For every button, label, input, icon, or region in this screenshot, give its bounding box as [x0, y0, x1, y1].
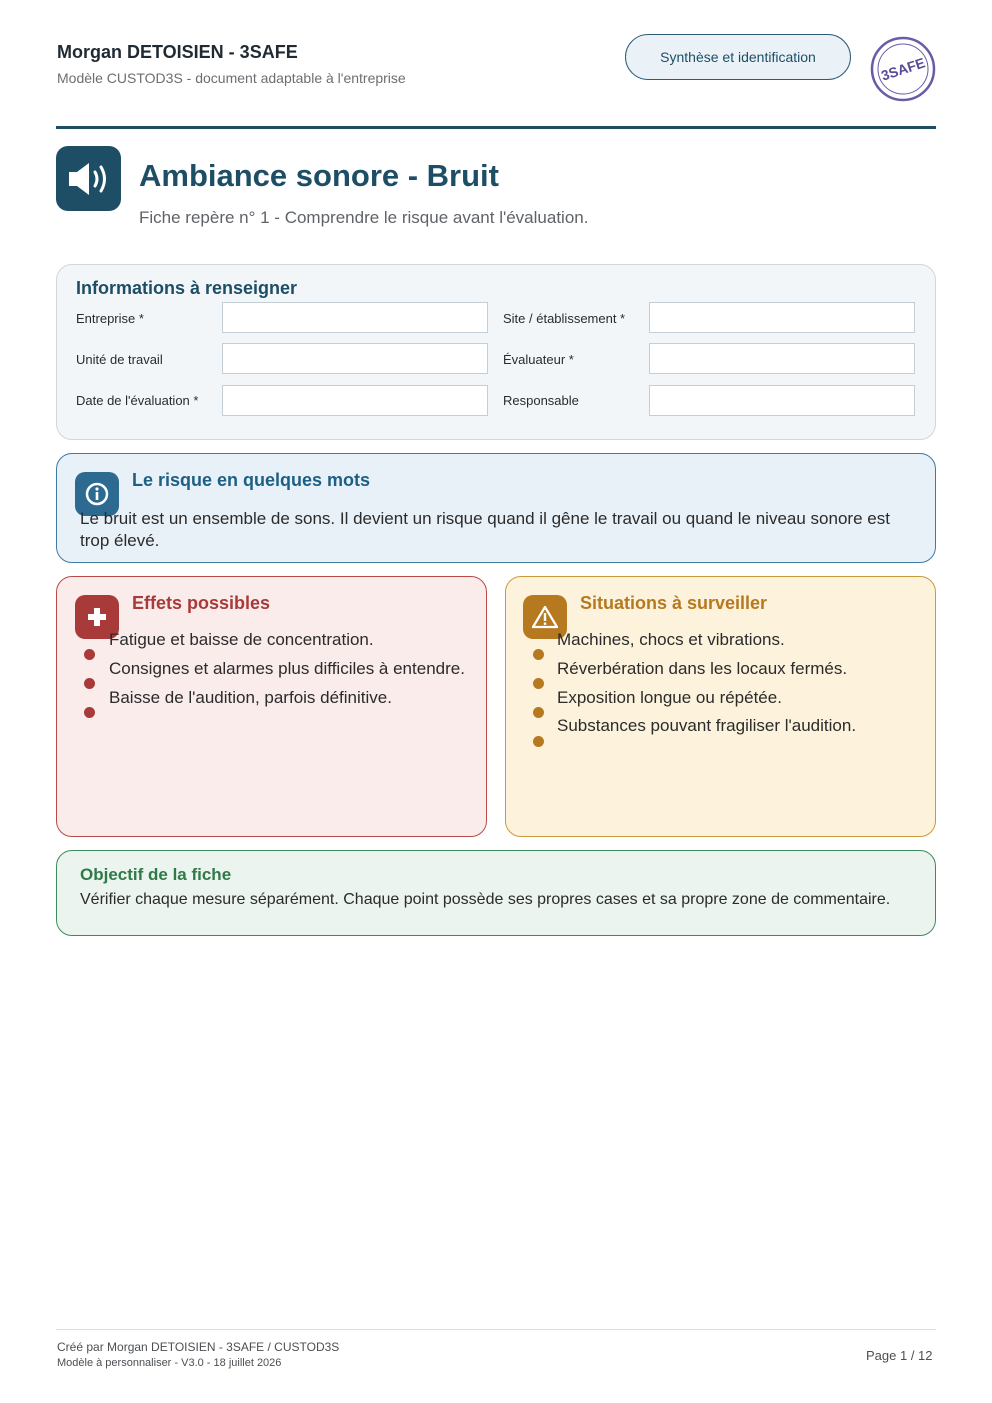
info-form-title: Informations à renseigner — [76, 278, 298, 298]
company-input[interactable] — [222, 302, 488, 333]
page-title: Ambiance sonore - Bruit — [139, 158, 499, 193]
bullet-dot — [533, 649, 544, 660]
risk-text: Le bruit est un ensemble de sons. Il devient un risque quand il gêne le travail ou quand le niveau sonore est trop élevé. — [80, 509, 890, 550]
evaluation-date-label: Date de l'évaluation * — [76, 393, 199, 408]
header-divider — [56, 126, 936, 129]
company-stamp-logo — [869, 35, 937, 103]
author-name: Morgan DETOISIEN - 3SAFE — [57, 42, 298, 62]
bullet-dot — [533, 736, 544, 747]
situations-title: Situations à surveiller — [580, 593, 768, 613]
page-subtitle: Fiche repère n° 1 - Comprendre le risque avant l'évaluation. — [139, 208, 589, 227]
evaluator-label: Évaluateur * — [503, 352, 574, 367]
company-label: Entreprise * — [76, 311, 144, 326]
synthesis-tab-button[interactable]: Synthèse et identification — [625, 34, 851, 80]
bullet-dot — [84, 649, 95, 660]
speaker-icon — [56, 146, 121, 211]
bullet-dot — [84, 707, 95, 718]
objective-title: Objectif de la fiche — [80, 865, 232, 884]
bullet-dot — [533, 678, 544, 689]
effects-title: Effets possibles — [132, 593, 271, 613]
bullet-dot — [533, 707, 544, 718]
situations-list-item: Machines, chocs et vibrations. — [557, 630, 785, 649]
site-input[interactable] — [649, 302, 915, 333]
work-unit-label: Unité de travail — [76, 352, 163, 367]
effects-list-item: Baisse de l'audition, parfois définitive. — [109, 688, 392, 707]
work-unit-input[interactable] — [222, 343, 488, 374]
situations-list-item: Exposition longue ou répétée. — [557, 688, 782, 707]
model-description: Modèle CUSTOD3S - document adaptable à l'entreprise — [57, 70, 406, 86]
site-label: Site / établissement * — [503, 311, 626, 326]
footer-created-by: Créé par Morgan DETOISIEN - 3SAFE / CUSTOD3S — [57, 1340, 340, 1354]
situations-list-item: Réverbération dans les locaux fermés. — [557, 659, 848, 678]
footer-version: Modèle à personnaliser - V3.0 - 18 juillet 2026 — [57, 1357, 282, 1369]
objective-text: Vérifier chaque mesure séparément. Chaque point possède ses propres cases et sa propre zone de commentaire. — [80, 891, 891, 908]
effects-list-item: Fatigue et baisse de concentration. — [109, 630, 374, 649]
manager-label: Responsable — [503, 393, 579, 408]
risk-title: Le risque en quelques mots — [132, 470, 371, 490]
effects-list-item: Consignes et alarmes plus difficiles à entendre. — [109, 659, 465, 678]
evaluation-date-input[interactable] — [222, 385, 488, 416]
situations-list-item: Substances pouvant fragiliser l'audition. — [557, 716, 857, 735]
footer-divider — [56, 1329, 936, 1330]
stamp-text: 3SAFE — [879, 54, 927, 84]
page-number: Page 1 / 12 — [866, 1348, 933, 1363]
manager-input[interactable] — [649, 385, 915, 416]
evaluator-input[interactable] — [649, 343, 915, 374]
bullet-dot — [84, 678, 95, 689]
